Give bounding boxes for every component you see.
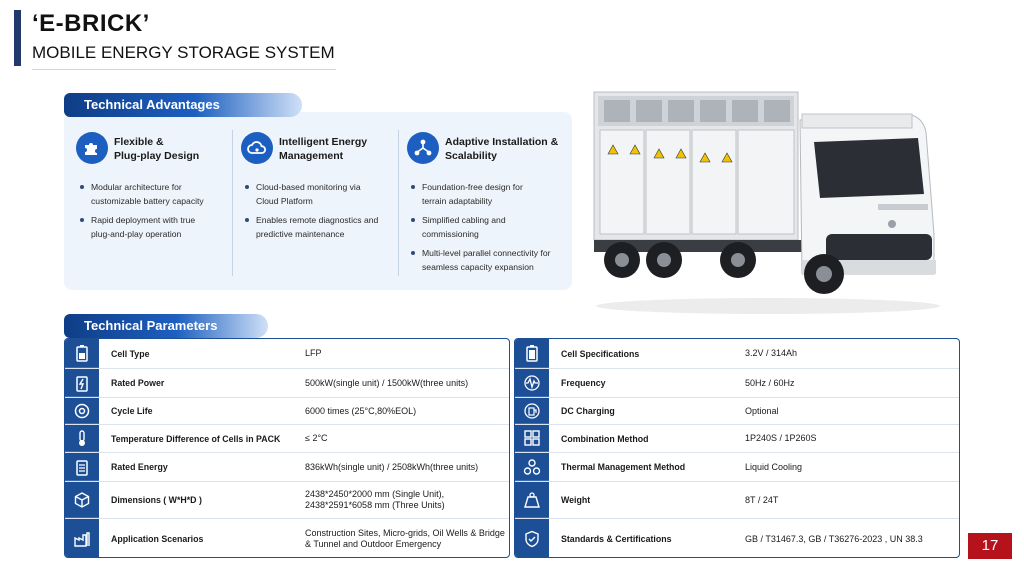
param-label: Standards & Certifications [561,534,672,544]
param-label: Temperature Difference of Cells in PACK [111,433,281,444]
puzzle-icon [76,132,108,164]
param-label: DC Charging [561,406,615,416]
energy-battery-icon [65,453,99,481]
cloud-icon [241,132,273,164]
title-divider [32,69,336,70]
param-label: Cell Type [111,348,150,359]
list-item: Foundation-free design for terrain adaptability [411,180,547,208]
list-item: Modular architecture for customizable battery capacity [80,180,216,208]
list-item: Rapid deployment with true plug-and-play operation [80,213,216,241]
cycle-icon [65,398,99,424]
param-label: Rated Energy [111,462,168,472]
table-row [515,519,959,558]
table-row [515,482,959,519]
param-label: Application Scenarios [111,534,204,544]
page-number: 17 [968,533,1012,559]
advantage-title: Intelligent Energy Management [279,136,368,162]
table-row [65,453,509,482]
advantage-bullets [245,180,385,246]
table-row [515,339,959,369]
parameters-table-left [64,338,510,558]
parameters-table-right [514,338,960,558]
table-row [515,369,959,398]
thermometer-icon [65,425,99,452]
table-row [65,369,509,398]
power-battery-icon [65,369,99,397]
param-value: 1P240S / 1P260S [745,433,817,443]
truck-image [588,84,948,316]
battery-icon [65,339,99,368]
advantage-title: Flexible & Plug-play Design [114,136,200,162]
advantages-heading: Technical Advantages [64,93,302,117]
param-value: 3.2V / 314Ah [745,348,798,358]
advantage-bullets [411,180,567,279]
parameters-heading: Technical Parameters [64,314,268,338]
param-value: 836kWh(single unit) / 2508kWh(three units) [305,461,479,472]
waveform-icon [515,369,549,397]
param-value: Construction Sites, Micro-grids, Oil Wells & Bridge & Tunnel and Outdoor Emergency [305,528,505,549]
list-item: Multi-level parallel connectivity for seamless capacity expansion [411,246,567,274]
advantage-flexible [72,130,232,276]
factory-icon [65,519,99,558]
list-item: Enables remote diagnostics and predictive maintenance [245,213,385,241]
cube-icon [65,482,99,518]
param-value: Liquid Cooling [745,461,803,472]
table-row [65,339,509,369]
param-value: GB / T31467.3, GB / T36276-2023 , UN 38.3 [745,533,923,544]
table-row [515,453,959,482]
advantage-intelligent [232,130,398,276]
param-label: Thermal Management Method [561,462,686,472]
param-value: 500kW(single unit) / 1500kW(three units) [305,377,469,388]
table-row [65,398,509,425]
advantage-bullets [80,180,216,246]
certificate-shield-icon [515,519,549,558]
param-value: 2438*2450*2000 mm (Single Unit), 2438*2591*6058 mm (Three Units) [305,489,445,510]
title-accent-bar [14,10,21,66]
param-label: Dimensions ( W*H*D ) [111,495,202,505]
table-row [515,398,959,425]
network-icon [407,132,439,164]
param-label: Weight [561,495,591,505]
page-title: ‘E-BRICK’ [32,10,150,37]
param-value: Optional [745,405,779,416]
list-item: Cloud-based monitoring via Cloud Platform [245,180,383,208]
param-label: Frequency [561,378,606,388]
advantage-adaptive [398,130,570,276]
advantage-title: Adaptive Installation & Scalability [445,136,559,162]
table-row [65,519,509,558]
table-row [515,425,959,453]
param-label: Cycle Life [111,406,153,416]
table-row [65,425,509,453]
page-subtitle: MOBILE ENERGY STORAGE SYSTEM [32,43,335,62]
param-label: Rated Power [111,378,165,388]
list-item: Simplified cabling and commissioning [411,213,531,241]
charger-icon [515,398,549,424]
cell-icon [515,339,549,368]
param-value: ≤ 2°C [305,433,328,443]
param-value: 50Hz / 60Hz [745,377,795,388]
param-label: Cell Specifications [561,348,640,359]
grid-icon [515,425,549,452]
weight-icon [515,482,549,518]
param-value: LFP [305,348,322,358]
thermal-icon [515,453,549,481]
table-row [65,482,509,519]
param-label: Combination Method [561,433,649,444]
param-value: 6000 times (25°C,80%EOL) [305,405,417,416]
param-value: 8T / 24T [745,494,779,505]
